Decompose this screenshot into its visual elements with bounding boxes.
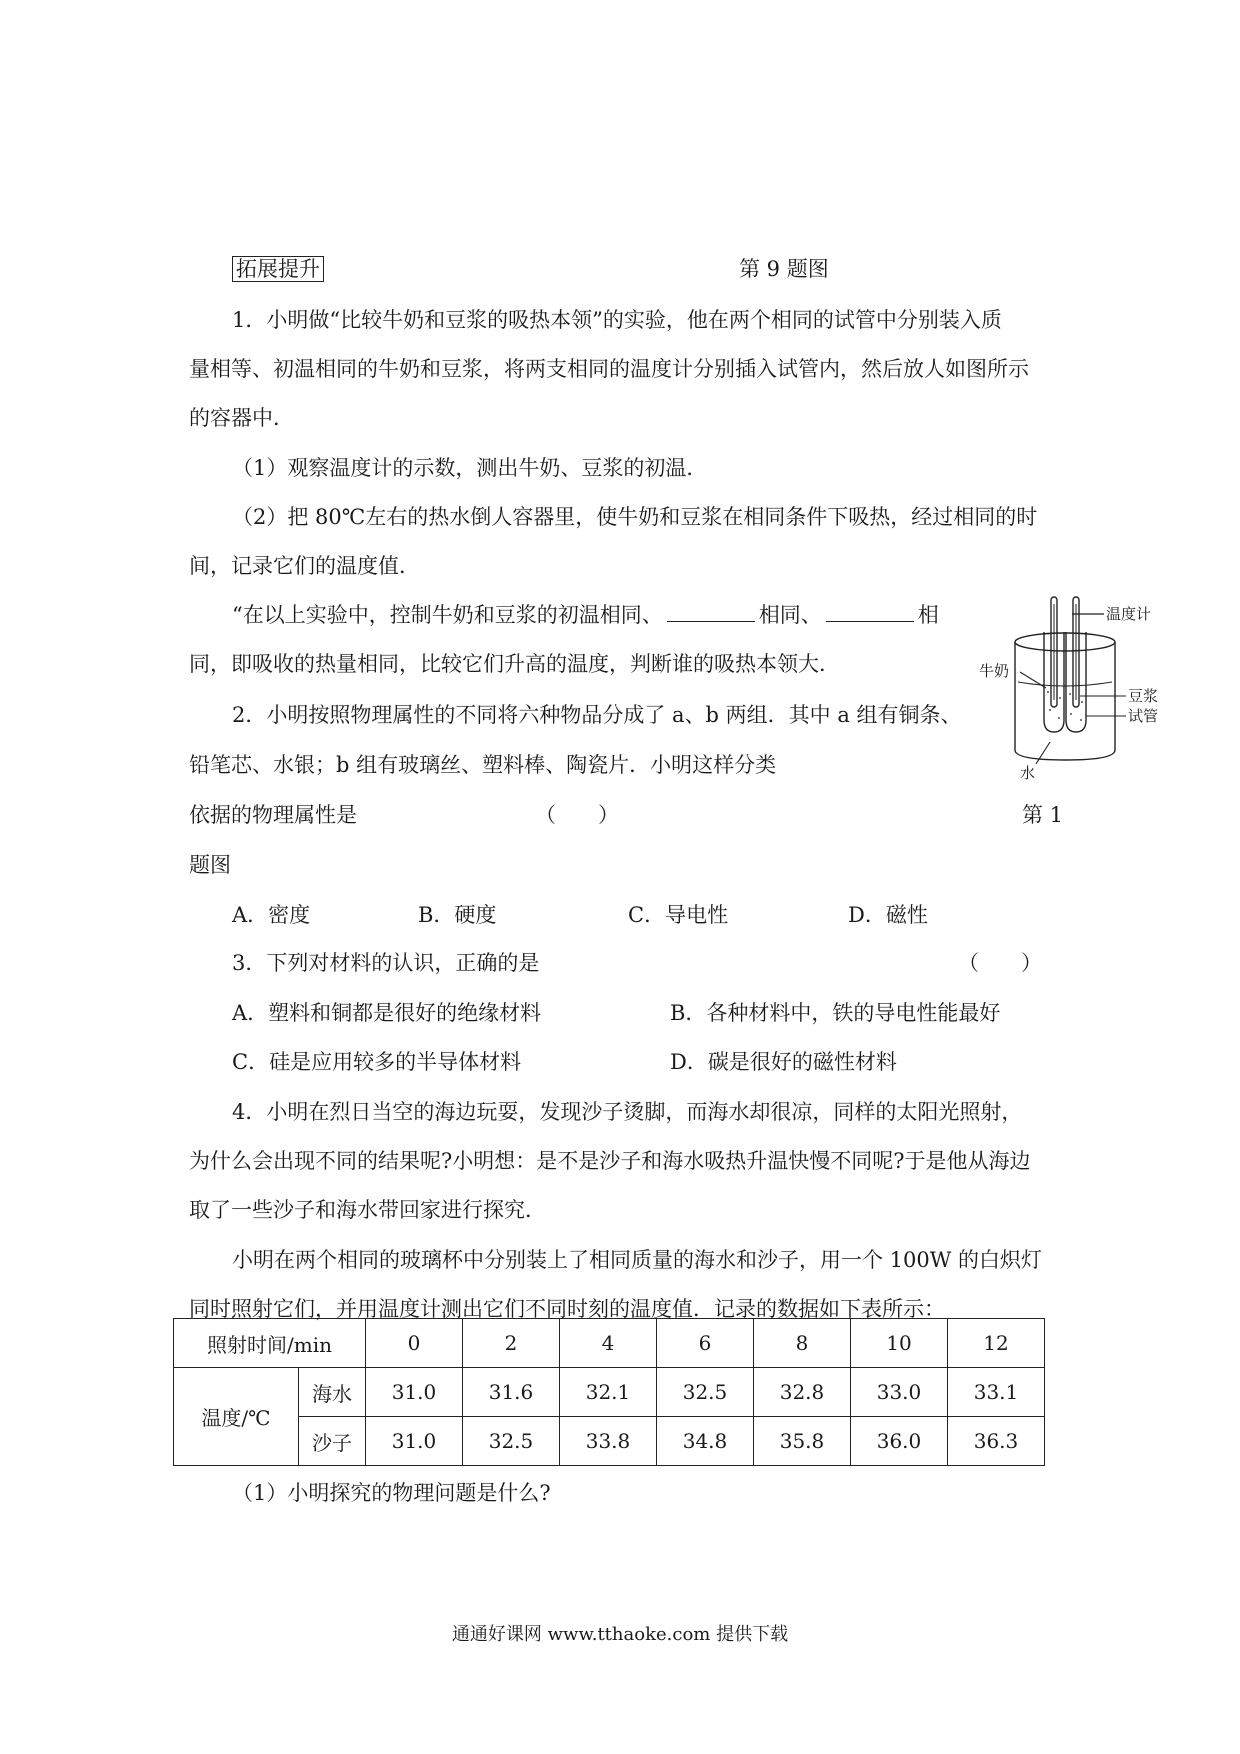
time-cell: 4 bbox=[560, 1319, 657, 1368]
q3-answer-bracket[interactable]: （ ） bbox=[958, 951, 1042, 975]
table-cell: 36.0 bbox=[851, 1417, 948, 1466]
label-test-tube: 试管 bbox=[1128, 707, 1159, 725]
q1-line1: 1．小明做“比较牛奶和豆浆的吸热本领”的实验，他在两个相同的试管中分别装入质 bbox=[232, 308, 1002, 332]
table-row bbox=[174, 1368, 1045, 1417]
q2-line1: 2．小明按照物理属性的不同将六种物品分成了 a、b 两组．其中 a 组有铜条、 bbox=[232, 703, 962, 727]
table-cell: 33.0 bbox=[851, 1368, 948, 1417]
q1-line2: 量相等、初温相同的牛奶和豆浆，将两支相同的温度计分别插入试管内，然后放人如图所示 bbox=[189, 357, 1029, 381]
q2-option-a[interactable]: A．密度 bbox=[232, 903, 311, 927]
label-water: 水 bbox=[1020, 764, 1036, 782]
table-cell: 31.0 bbox=[366, 1417, 463, 1466]
table-cell: 32.5 bbox=[463, 1417, 560, 1466]
row-label: 海水 bbox=[299, 1368, 366, 1417]
q2-option-b[interactable]: B．硬度 bbox=[418, 903, 497, 927]
q3-stem: 3．下列对材料的认识，正确的是 bbox=[232, 951, 540, 975]
label-milk: 牛奶 bbox=[979, 662, 1010, 680]
experiment-figure bbox=[976, 592, 1206, 782]
q1-fill-line2: 同，即吸收的热量相同，比较它们升高的温度，判断谁的吸热本领大． bbox=[189, 652, 840, 676]
answer-blank-2[interactable] bbox=[826, 601, 914, 622]
q3-option-a[interactable]: A．塑料和铜都是很好的绝缘材料 bbox=[232, 1001, 542, 1025]
table-cell: 32.5 bbox=[657, 1368, 754, 1417]
time-header: 照射时间/min bbox=[174, 1319, 366, 1368]
q4-line2: 为什么会出现不同的结果呢?小明想：是不是沙子和海水吸热升温快慢不同呢?于是他从海边 bbox=[189, 1149, 1031, 1173]
answer-blank-1[interactable] bbox=[667, 601, 755, 622]
q1-fill-a: “在以上实验中，控制牛奶和豆浆的初温相同、 bbox=[232, 603, 663, 627]
q4-para2a: 小明在两个相同的玻璃杯中分别装上了相同质量的海水和沙子，用一个 100W 的白炽灯 bbox=[232, 1248, 1043, 1272]
time-cell: 2 bbox=[463, 1319, 560, 1368]
q4-sub1: （1）小明探究的物理问题是什么? bbox=[232, 1481, 551, 1505]
q2-line3: 依据的物理属性是 bbox=[189, 803, 357, 827]
q1-fill-c: 相 bbox=[917, 603, 939, 627]
q2-option-c[interactable]: C．导电性 bbox=[628, 903, 729, 927]
temp-header: 温度/℃ bbox=[174, 1368, 299, 1466]
q3-option-b[interactable]: B．各种材料中，铁的导电性能最好 bbox=[670, 1001, 1001, 1025]
q1-step1: （1）观察温度计的示数，测出牛奶、豆浆的初温． bbox=[232, 456, 708, 480]
q4-para2b: 同时照射它们，并用温度计测出它们不同时刻的温度值．记录的数据如下表所示： bbox=[189, 1297, 945, 1321]
temperature-table bbox=[173, 1318, 1045, 1466]
table-cell: 31.6 bbox=[463, 1368, 560, 1417]
table-cell: 34.8 bbox=[657, 1417, 754, 1466]
q1-fill-b: 相同、 bbox=[758, 603, 822, 627]
q2-fig-caption-b: 题图 bbox=[189, 853, 231, 877]
q2-fig-caption-a: 第 1 bbox=[1022, 803, 1064, 827]
q4-line1: 4．小明在烈日当空的海边玩耍，发现沙子烫脚，而海水却很凉，同样的太阳光照射， bbox=[232, 1100, 1023, 1124]
time-cell: 6 bbox=[657, 1319, 754, 1368]
q1-step2b: 间，记录它们的温度值． bbox=[189, 554, 420, 578]
table-cell: 35.8 bbox=[754, 1417, 851, 1466]
table-row bbox=[174, 1417, 1045, 1466]
time-cell: 0 bbox=[366, 1319, 463, 1368]
q2-line2: 铅笔芯、水银；b 组有玻璃丝、塑料棒、陶瓷片．小明这样分类 bbox=[189, 753, 777, 777]
q3-option-c[interactable]: C．硅是应用较多的半导体材料 bbox=[232, 1050, 522, 1074]
time-cell: 8 bbox=[754, 1319, 851, 1368]
time-cell: 10 bbox=[851, 1319, 948, 1368]
time-cell: 12 bbox=[948, 1319, 1045, 1368]
q4-line3: 取了一些沙子和海水带回家进行探究． bbox=[189, 1198, 546, 1222]
q2-option-d[interactable]: D．磁性 bbox=[848, 903, 928, 927]
row-label: 沙子 bbox=[299, 1417, 366, 1466]
table-header-row bbox=[174, 1319, 1045, 1368]
page-footer: 通通好课网 www.tthaoke.com 提供下载 bbox=[451, 1624, 789, 1645]
label-thermometer: 温度计 bbox=[1106, 605, 1152, 623]
q3-option-d[interactable]: D．碳是很好的磁性材料 bbox=[670, 1050, 897, 1074]
q1-step2a: （2）把 80℃左右的热水倒人容器里，使牛奶和豆浆在相同条件下吸热，经过相同的时 bbox=[232, 505, 1038, 529]
label-soymilk: 豆浆 bbox=[1128, 687, 1159, 705]
table-cell: 32.1 bbox=[560, 1368, 657, 1417]
figure-caption: 第 9 题图 bbox=[739, 257, 829, 281]
table-cell: 31.0 bbox=[366, 1368, 463, 1417]
table-cell: 36.3 bbox=[948, 1417, 1045, 1466]
table-cell: 33.8 bbox=[560, 1417, 657, 1466]
table-cell: 32.8 bbox=[754, 1368, 851, 1417]
section-tag: 拓展提升 bbox=[232, 254, 324, 284]
q1-line3: 的容器中． bbox=[189, 406, 294, 430]
table-cell: 33.1 bbox=[948, 1368, 1045, 1417]
q1-fill-line bbox=[232, 600, 939, 630]
q2-answer-bracket[interactable]: （ ） bbox=[535, 803, 619, 827]
